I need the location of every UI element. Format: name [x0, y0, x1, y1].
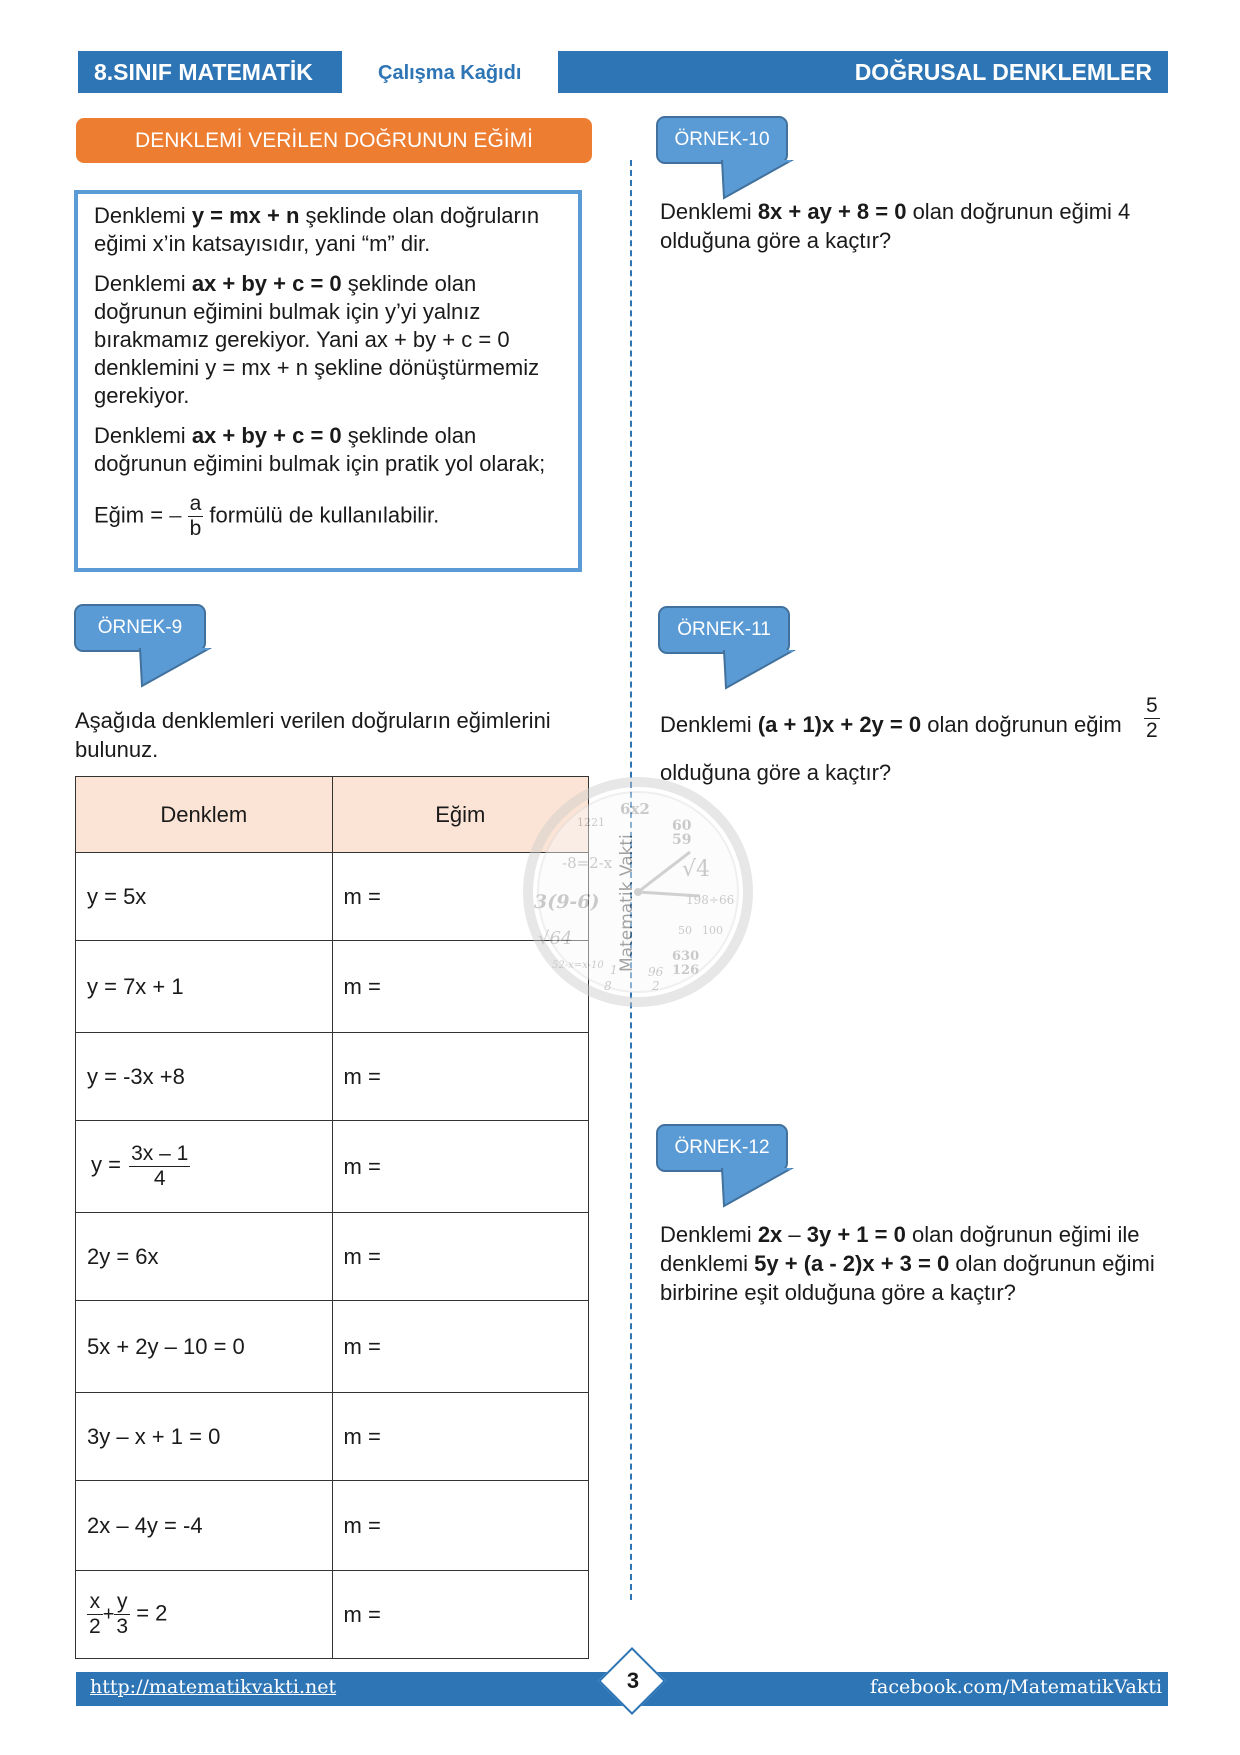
- table-cell-slope: m =: [332, 1121, 589, 1213]
- info-paragraph-2: Denklemi ax + by + c = 0 şeklinde olan doğrunun eğimini bulmak için y’yi yalnız bırakmamız gerekiyor. Yani ax + by + c = 0 denklemini y = mx + n şekline dönüştürmemiz gerekiyor.: [94, 271, 540, 408]
- table-row: [76, 1481, 589, 1571]
- callout-ornek-12: ÖRNEK-12: [656, 1124, 788, 1176]
- table-cell-slope: m =: [332, 941, 589, 1033]
- svg-text:96: 96: [648, 965, 664, 979]
- callout-tail-icon: [718, 650, 798, 692]
- svg-text:2: 2: [652, 979, 660, 993]
- table-row: [76, 1301, 589, 1393]
- svg-text:100: 100: [702, 924, 723, 937]
- svg-text:1221: 1221: [577, 816, 605, 829]
- table-cell-slope: m =: [332, 853, 589, 941]
- table-cell-equation: $\frac{x}{2}$ + $\frac{y}{3}$ = 2: [76, 1571, 333, 1659]
- table-row: [76, 1393, 589, 1481]
- header-topic-bar: DOĞRUSAL DENKLEMLER: [558, 51, 1168, 93]
- svg-text:1: 1: [610, 963, 618, 977]
- table-cell-slope: m =: [332, 1033, 589, 1121]
- table-cell-equation: 2y = 6x: [76, 1213, 333, 1301]
- slope-fraction: $\frac{a}{b}$: [189, 492, 202, 540]
- table-cell-slope: m =: [332, 1213, 589, 1301]
- slope-formula: Eğim = – $\frac{a}{b}$ formülü de kullanılabilir.: [94, 492, 440, 540]
- svg-text:√64: √64: [538, 928, 573, 949]
- ornek-9-instruction: Aşağıda denklemleri verilen doğruların eğimlerini bulunuz.: [75, 708, 551, 762]
- callout-ornek-10: ÖRNEK-10: [656, 116, 788, 168]
- header-subject-bar: 8.SINIF MATEMATİK: [78, 51, 342, 93]
- svg-text:126: 126: [672, 963, 700, 978]
- callout-tail-icon: [134, 648, 214, 690]
- callout-ornek-9: ÖRNEK-9: [74, 604, 206, 656]
- table-row: [76, 853, 589, 941]
- table-header-egim: Eğim: [332, 777, 589, 853]
- watermark-clock-logo: [522, 776, 754, 1008]
- svg-text:59: 59: [672, 832, 692, 848]
- table-cell-equation: y = 5x: [76, 853, 333, 941]
- equation-fraction: $\frac{y}{3}$: [116, 1590, 129, 1638]
- section-title: DENKLEMİ VERİLEN DOĞRUNUN EĞİMİ: [76, 118, 592, 163]
- svg-text:8: 8: [604, 979, 612, 993]
- table-row: [76, 1571, 589, 1659]
- svg-text:60: 60: [672, 818, 692, 834]
- table-row: [76, 1121, 589, 1213]
- callout-tail-icon: [716, 1168, 796, 1210]
- table-cell-equation: y = 7x + 1: [76, 941, 333, 1033]
- table-cell-slope: m =: [332, 1393, 589, 1481]
- svg-text:6x2: 6x2: [620, 800, 650, 818]
- page-number: 3: [626, 1668, 640, 1693]
- info-paragraph-3: Denklemi ax + by + c = 0 şeklinde olan doğrunun eğimini bulmak için pratik yol olarak;: [94, 423, 546, 476]
- table-row: [76, 941, 589, 1033]
- svg-text:50: 50: [678, 924, 692, 937]
- svg-text:198÷66: 198÷66: [686, 893, 735, 907]
- ornek-12-question: Denklemi 2x – 3y + 1 = 0 olan doğrunun eğimi ile denklemi 5y + (a - 2)x + 3 = 0 olan doğrunun eğimi birbirine eşit olduğuna göre a kaçtır?: [660, 1222, 1155, 1305]
- table-cell-equation: 2x – 4y = -4: [76, 1481, 333, 1571]
- svg-text:3(9-6): 3(9-6): [534, 891, 600, 913]
- table-cell-slope: m =: [332, 1571, 589, 1659]
- equation-fraction: $\frac{3x - 1}{4}$: [131, 1142, 189, 1190]
- callout-tail-icon: [716, 160, 796, 202]
- svg-text:630: 630: [672, 949, 700, 964]
- svg-text:-8=2-x: -8=2-x: [562, 854, 613, 872]
- table-cell-equation: 5x + 2y – 10 = 0: [76, 1301, 333, 1393]
- table-header-denklem: Denklem: [76, 777, 333, 853]
- table-cell-equation: y = $\frac{3x - 1}{4}$: [76, 1121, 333, 1213]
- svg-text:√4: √4: [682, 857, 711, 882]
- ornek-11-question: Denklemi (a + 1)x + 2y = 0 olan doğrunun eğim $\frac{5}{2}$ olduğuna göre a kaçtır?: [660, 694, 1158, 785]
- callout-ornek-11: ÖRNEK-11: [658, 606, 790, 658]
- table-cell-slope: m =: [332, 1301, 589, 1393]
- table-row: [76, 1033, 589, 1121]
- table-cell-equation: y = -3x +8: [76, 1033, 333, 1121]
- ornek-10-question: Denklemi 8x + ay + 8 = 0 olan doğrunun eğimi 4 olduğuna göre a kaçtır?: [660, 199, 1131, 253]
- table-row: [76, 1213, 589, 1301]
- header-worksheet-label: Çalışma Kağıdı: [378, 62, 522, 84]
- info-paragraph-1: Denklemi y = mx + n şeklinde olan doğruların eğimi x’in katsayısıdır, yani “m” dir.: [94, 203, 540, 256]
- footer-website-link[interactable]: http://matematikvakti.net: [90, 1676, 337, 1698]
- table-cell-slope: m =: [332, 1481, 589, 1571]
- svg-text:Matematik Vakti: Matematik Vakti: [617, 834, 637, 972]
- footer-facebook-link[interactable]: facebook.com/MatematikVakti: [870, 1676, 1163, 1698]
- table-header-row: [76, 777, 589, 853]
- slope-table: [75, 776, 589, 1659]
- ornek-11-slope-fraction: $\frac{5}{2}$: [1146, 694, 1158, 742]
- equation-fraction: $\frac{x}{2}$: [89, 1590, 101, 1638]
- info-box: [74, 190, 582, 572]
- svg-text:52-x=x-10: 52-x=x-10: [552, 960, 604, 971]
- table-cell-equation: 3y – x + 1 = 0: [76, 1393, 333, 1481]
